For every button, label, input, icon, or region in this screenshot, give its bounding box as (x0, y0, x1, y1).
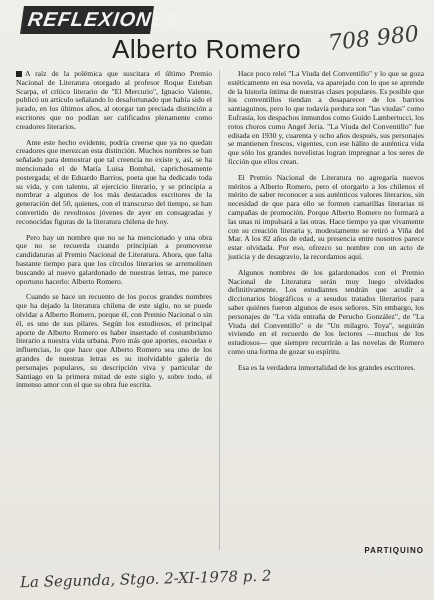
paragraph: Algunos nombres de los galardonados con el Premio Nacional de Literatura serán muy luego olvidados definitivamente. Los estudiantes tendrán que acudir a diccionarios biográficos o a sesudos tratados literarios para saber quiénes fueron algunos de esos señores. Sin embargo, los personajes de "La vida entraña de Perucho González", de "La Viuda del Conventillo" o de "Un milagro. Toya", seguirán viviendo en el recuerdo de los lectores —muchos de los estudiosos— que siempre recurrirán a las novelas de Romero como una forma de gozar su espíritu. (228, 267, 424, 356)
author-byline: PARTIQUINO (364, 546, 424, 555)
paragraph: Ante este hecho evidente, podría creerse que ya no quedan creadores que merezcan esta distinción. Muchos nombres se han señalado para demostrar que tal creencia no existe y, así, se ha mencionado el de María Luisa Bombal, caprichosamente postergada; el de Eduardo Barrios, poeta que ha dedicado toda su vida, y con talento, al ejercicio literario, y se principia a nombrar a algunos de los más destacados escritores de la generación del 50, quienes, con el transcurso del tiempo, se han convertido de revoltosos jóvenes de ayer en consagradas y reconocidas figuras de la literatura chilena de hoy. (16, 137, 212, 226)
handwritten-number: 708 980 (326, 21, 421, 57)
paragraph (16, 70, 212, 132)
paragraph: Hace poco releí "La Viuda del Conventillo" y lo que se goza estéticamente en esa novela, va aparejado con lo que se aprende de la historia íntima de nuestras clases populares. Es posible que los conventillos tiendan a desaparecer de los barrios santiaguinos, pero lo que todavía perdura son "las viudas" como Eufrasia, los despachos inmundos como Guido Lambertucci, los rotos choros como Angel Jeria. "La Viuda del Conventillo" fue editada en 1930 y, cuarenta y ocho años después, sus personajes se mantienen frescos, vigentes, con ese hálito de auténtica vida que sólo los grandes novelistas logran impregnar a los seres de ficción que ellos crean. (228, 69, 424, 166)
paragraph-text: A raíz de la polémica que suscitara el último Premio Nacional de Literatura otorgado al profesor Roque Esteban Scarpa, el crítico literario de "El Mercurio", Ignacio Valente, publicó un artículo señalando lo desafortunado que había sido el jurado, en los últimos años, al otorgar tan preciada distinción a escritores que no podían ser calificados plenamente como creadores literarios. (16, 69, 212, 131)
paragraph: Cuando se hace un recuento de los pocos grandes nombres que ha dejado la literatura chilena de este siglo, no se puede olvidar a Alberto Romero, porque él, con Premio Nacional o sin él, es uno de sus pilares. Según los estudiosos, el principal aporte de Alberto Romero es haber insertado el costumbrismo literario a nuestra vida urbana. Pero más que aportes, escuelas e influencias, lo que hace que Alberto Romero sea uno de los grandes de nuestras letras es su inolvidable galería de personajes populares, su descripción viva y particular de Santiago en la primera mitad de este siglo y, sobre todo, el inmenso amor con el que su obra fue escrita. (16, 292, 212, 390)
column-left (16, 70, 212, 397)
paragraph: Pero hay un nombre que no se ha mencionado y una obra que no se recuerda cuando principian a promoverse candidaturas al Premio Nacional de Literatura. Ahora, que falta bastante tiempo para que los círculos literarios se arremolinen buscando al nuevo galardonado de nuestras letras, me parece oportuno hacerlo: Alberto Romero. (16, 232, 212, 286)
paragraph: Esa es la verdadera inmortalidad de los grandes escritores. (238, 362, 416, 372)
article-title: Alberto Romero (112, 34, 302, 64)
paragraph: El Premio Nacional de Literatura no agregaría nuevos méritos a Alberto Romero, pero el otorgarlo a los chilenos el mérito de saber reconocer a sus auténticos valores literarios, sin necesidad de que para ello se formen camarillas literarias ni campañas de promoción. Porque Alberto Romero no formará a las unas ni impulsará a las otras. Hace tiempo ya que vivamente con su creación literaria y, modestamente se retiró a Viña del Mar. A los 82 años de edad, su presencia entre nosotros parece estar olvidada. Por eso, ofrezco su nombre con un acto de justicia y de desagravio, la recordamos aquí. (228, 172, 424, 261)
column-right (228, 70, 424, 380)
handwritten-source-note: La Segunda, Stgo. 2-XI-1978 p. 2 (19, 566, 272, 592)
bullet-icon (16, 71, 22, 77)
column-divider (219, 70, 220, 550)
section-banner: REFLEXIONES (20, 6, 154, 34)
